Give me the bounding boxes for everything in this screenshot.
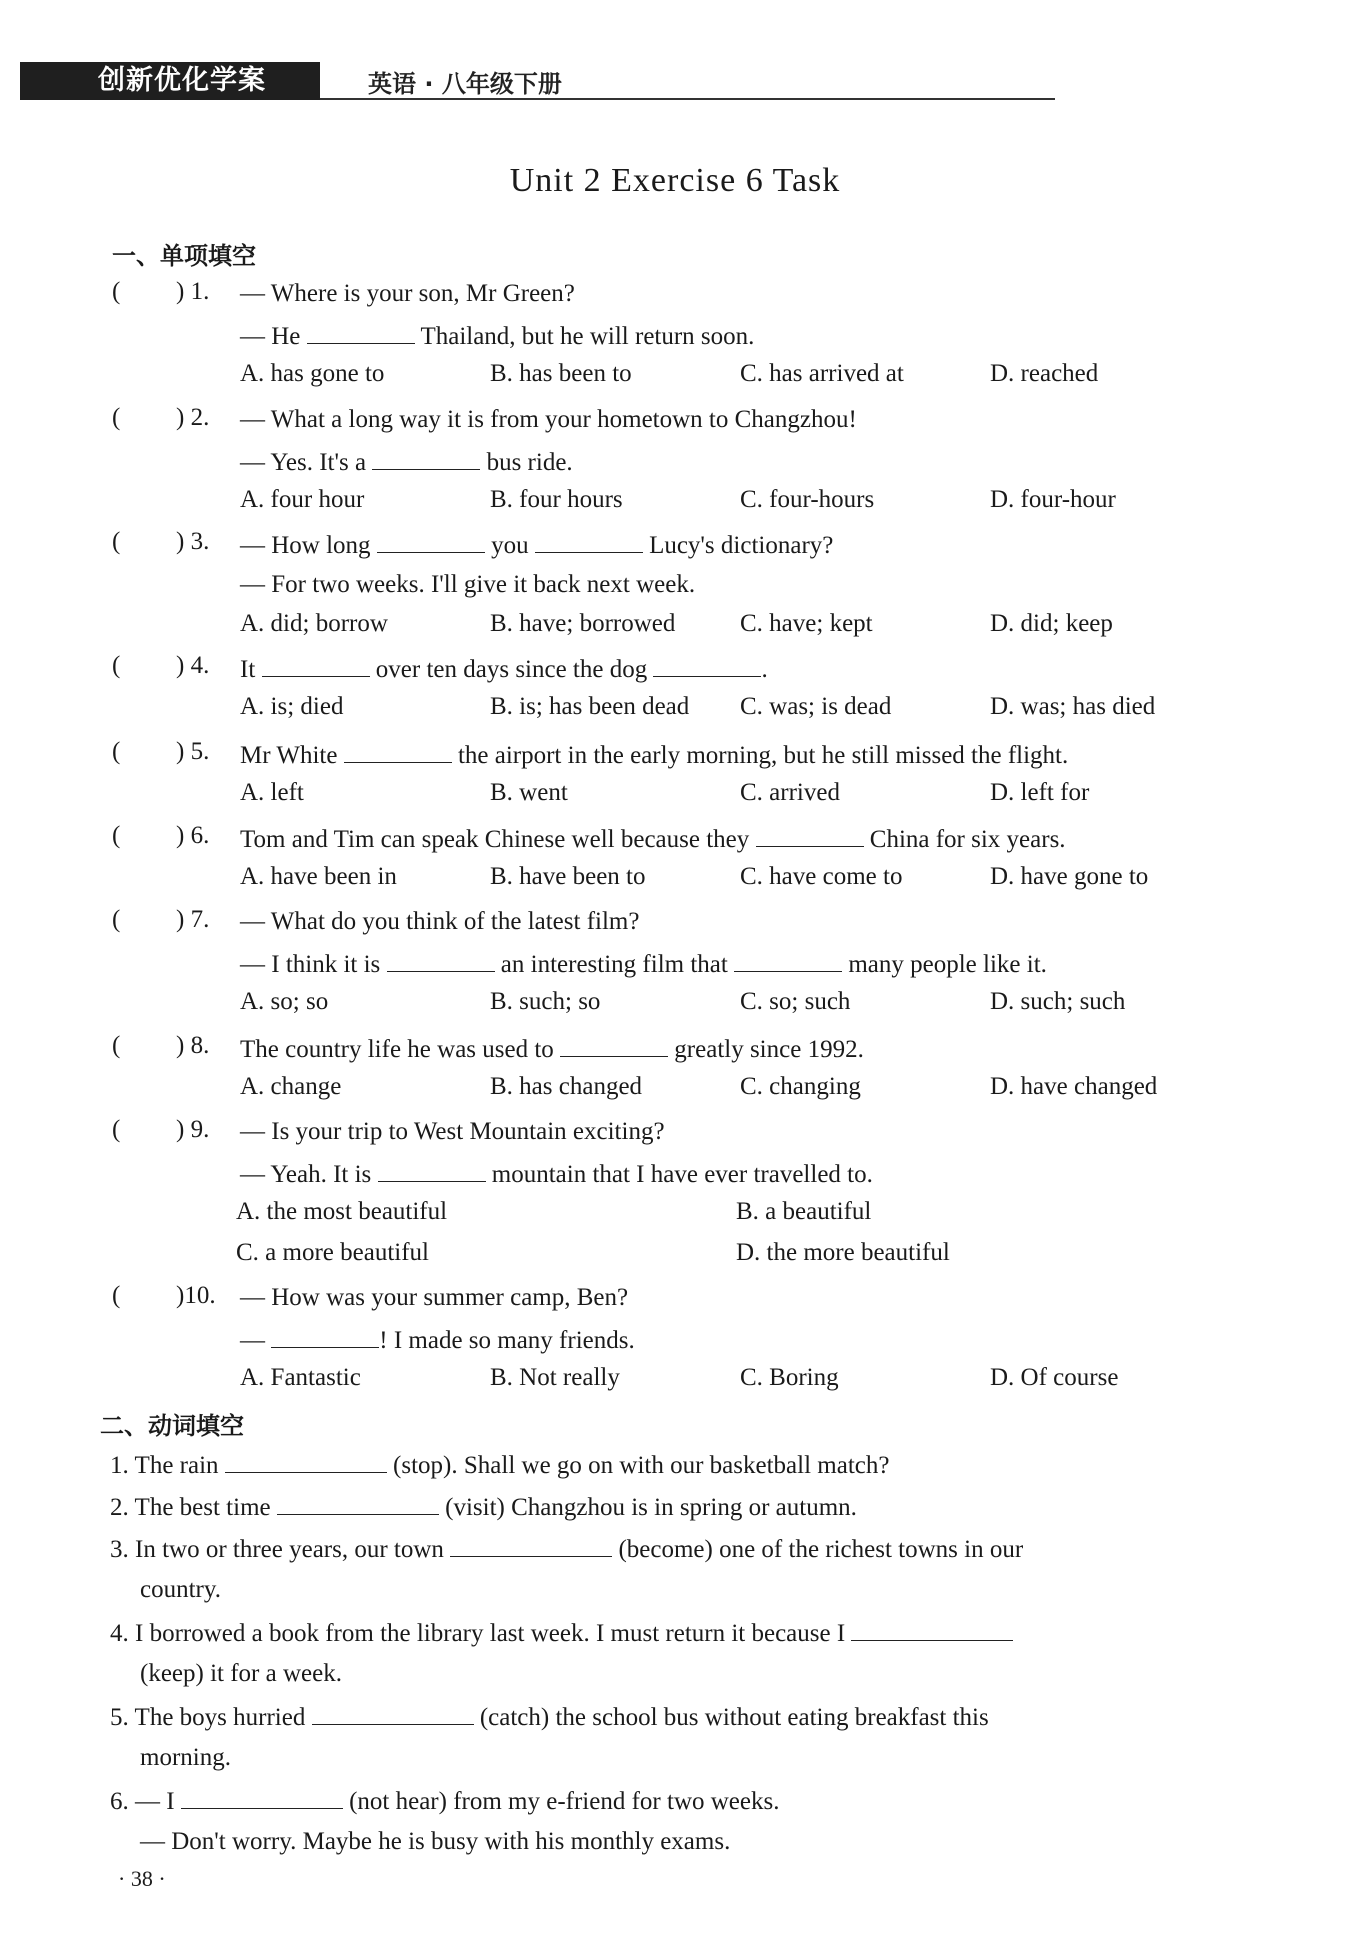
answer-paren-open: ( <box>112 404 121 431</box>
option-d[interactable]: D. Of course <box>990 1364 1119 1391</box>
text-segment: Tom and Tim can speak Chinese well because they <box>240 826 756 853</box>
text-segment: (visit) Changzhou is in spring or autumn. <box>438 1494 857 1521</box>
option-b[interactable]: B. have been to <box>490 863 646 890</box>
answer-paren-open: ( <box>112 906 121 933</box>
option-a[interactable]: A. the most beautiful <box>236 1198 448 1225</box>
option-d[interactable]: D. four-hour <box>990 486 1116 513</box>
option-b[interactable]: B. is; has been dead <box>490 693 690 720</box>
question-number: ) 2. <box>176 404 210 431</box>
fill-line <box>140 1574 221 1606</box>
option-a[interactable]: A. left <box>240 779 304 806</box>
question-number: ) 7. <box>176 906 210 933</box>
text-segment: (become) one of the richest towns in our <box>612 1536 1024 1563</box>
answer-blank[interactable] <box>387 947 495 972</box>
text-segment: bus ride. <box>480 449 573 476</box>
option-a[interactable]: A. four hour <box>240 486 365 513</box>
answer-blank[interactable] <box>756 822 864 847</box>
text-segment: 1. The rain <box>110 1452 225 1479</box>
question-line: — Where is your son, Mr Green? <box>240 280 575 307</box>
question-line <box>240 738 1068 772</box>
option-d[interactable]: D. have gone to <box>990 863 1149 890</box>
text-segment: The country life he was used to <box>240 1036 561 1063</box>
text-segment: — Yeah. It is <box>240 1161 378 1188</box>
text-segment: — Don't worry. Maybe he is busy with his monthly exams. <box>140 1828 731 1855</box>
option-d[interactable]: D. have changed <box>990 1073 1158 1100</box>
question-number: ) 3. <box>176 528 210 555</box>
text-segment: morning. <box>140 1744 231 1771</box>
fill-line <box>110 1784 779 1818</box>
fill-line <box>110 1448 889 1482</box>
option-b[interactable]: B. have; borrowed <box>490 610 676 637</box>
question-number: ) 4. <box>176 652 210 679</box>
question-line <box>240 1032 864 1066</box>
answer-blank[interactable] <box>535 528 643 553</box>
answer-blank[interactable] <box>181 1784 343 1809</box>
option-a[interactable]: A. Fantastic <box>240 1364 361 1391</box>
option-c[interactable]: C. have; kept <box>740 610 873 637</box>
text-segment: — Yes. It's a <box>240 449 373 476</box>
answer-blank[interactable] <box>653 652 761 677</box>
option-c[interactable]: C. changing <box>740 1073 861 1100</box>
option-b[interactable]: B. has been to <box>490 360 632 387</box>
text-segment: Thailand, but he will return soon. <box>414 323 755 350</box>
text-segment: — I think it is <box>240 951 387 978</box>
option-c[interactable]: C. a more beautiful <box>236 1239 429 1266</box>
page-number: · 38 · <box>118 1866 166 1891</box>
text-segment: — How long <box>240 532 377 559</box>
option-a[interactable]: A. did; borrow <box>240 610 388 637</box>
answer-blank[interactable] <box>378 1157 486 1182</box>
option-c[interactable]: C. so; such <box>740 988 851 1015</box>
fill-line <box>140 1826 730 1858</box>
option-b[interactable]: B. four hours <box>490 486 623 513</box>
option-c[interactable]: C. has arrived at <box>740 360 904 387</box>
answer-blank[interactable] <box>225 1448 387 1473</box>
option-d[interactable]: D. such; such <box>990 988 1126 1015</box>
question-line: — What a long way it is from your hometown to Changzhou! <box>240 406 857 433</box>
question-number: ) 5. <box>176 738 210 765</box>
option-c[interactable]: C. Boring <box>740 1364 839 1391</box>
text-segment: over ten days since the dog <box>369 656 654 683</box>
text-segment: (catch) the school bus without eating breakfast this <box>473 1704 989 1731</box>
text-segment: — <box>240 1327 272 1354</box>
text-segment: Lucy's dictionary? <box>642 532 834 559</box>
answer-blank[interactable] <box>560 1032 668 1057</box>
option-c[interactable]: C. four-hours <box>740 486 875 513</box>
answer-paren-open: ( <box>112 822 121 849</box>
page-title: Unit 2 Exercise 6 Task <box>509 162 841 199</box>
answer-blank[interactable] <box>851 1616 1013 1641</box>
text-segment: Mr White <box>240 742 344 769</box>
answer-blank[interactable] <box>307 319 415 344</box>
text-segment: 2. The best time <box>110 1494 277 1521</box>
question-line <box>240 1323 635 1357</box>
option-c[interactable]: C. was; is dead <box>740 693 892 720</box>
answer-paren-open: ( <box>112 1282 121 1309</box>
option-d[interactable]: D. reached <box>990 360 1099 387</box>
text-segment: . <box>761 656 768 683</box>
question-line <box>240 1157 873 1191</box>
answer-paren-open: ( <box>112 528 121 555</box>
answer-paren-open: ( <box>112 652 121 679</box>
question-number: ) 1. <box>176 278 210 305</box>
question-number: )10. <box>176 1282 216 1309</box>
fill-line <box>140 1658 342 1690</box>
question-number: ) 6. <box>176 822 210 849</box>
answer-blank[interactable] <box>312 1700 474 1725</box>
header-brand: 创新优化学案 <box>20 62 320 100</box>
option-d[interactable]: D. left for <box>990 779 1090 806</box>
text-segment: (stop). Shall we go on with our basketball match? <box>386 1452 890 1479</box>
option-a[interactable]: A. has gone to <box>240 360 385 387</box>
question-number: ) 8. <box>176 1032 210 1059</box>
text-segment: It <box>240 656 262 683</box>
option-d[interactable]: D. the more beautiful <box>736 1239 950 1266</box>
answer-blank[interactable] <box>262 652 370 677</box>
question-line <box>240 445 573 479</box>
fill-line <box>110 1532 1023 1566</box>
text-segment: an interesting film that <box>494 951 735 978</box>
text-segment: 3. In two or three years, our town <box>110 1536 451 1563</box>
text-segment: you <box>484 532 535 559</box>
option-c[interactable]: C. have come to <box>740 863 903 890</box>
text-segment: many people like it. <box>842 951 1047 978</box>
fill-line <box>140 1742 231 1774</box>
question-number: ) 9. <box>176 1116 210 1143</box>
text-segment: mountain that I have ever travelled to. <box>485 1161 873 1188</box>
answer-paren-open: ( <box>112 1032 121 1059</box>
text-segment: China for six years. <box>863 826 1066 853</box>
section-heading-multiple-choice: 一、单项填空 <box>112 242 256 270</box>
question-line <box>240 528 833 562</box>
text-segment: 4. I borrowed a book from the library last week. I must return it because I <box>110 1620 852 1647</box>
text-segment: the airport in the early morning, but he still missed the flight. <box>451 742 1069 769</box>
option-b[interactable]: B. such; so <box>490 988 601 1015</box>
question-line: — For two weeks. I'll give it back next week. <box>240 571 696 598</box>
question-line: — What do you think of the latest film? <box>240 908 640 935</box>
question-line <box>240 947 1047 981</box>
text-segment: greatly since 1992. <box>668 1036 864 1063</box>
option-a[interactable]: A. is; died <box>240 693 344 720</box>
option-a[interactable]: A. change <box>240 1073 342 1100</box>
answer-blank[interactable] <box>271 1323 379 1348</box>
fill-line <box>110 1616 1013 1650</box>
option-d[interactable]: D. did; keep <box>990 610 1113 637</box>
option-b[interactable]: B. went <box>490 779 568 806</box>
answer-blank[interactable] <box>344 738 452 763</box>
text-segment: country. <box>140 1576 221 1603</box>
section-heading-verb-fill: 二、动词填空 <box>100 1412 244 1440</box>
option-d[interactable]: D. was; has died <box>990 693 1156 720</box>
fill-line <box>110 1490 857 1524</box>
text-segment: — He <box>240 323 307 350</box>
question-line: — How was your summer camp, Ben? <box>240 1284 629 1311</box>
text-segment: (keep) it for a week. <box>140 1660 342 1687</box>
answer-blank[interactable] <box>377 528 485 553</box>
question-line <box>240 822 1066 856</box>
question-line <box>240 652 768 686</box>
answer-blank[interactable] <box>277 1490 439 1515</box>
option-b[interactable]: B. Not really <box>490 1364 620 1391</box>
text-segment: (not hear) from my e-friend for two weeks. <box>342 1788 780 1815</box>
option-a[interactable]: A. have been in <box>240 863 397 890</box>
answer-blank[interactable] <box>734 947 842 972</box>
fill-line <box>110 1700 989 1734</box>
option-a[interactable]: A. so; so <box>240 988 329 1015</box>
answer-blank[interactable] <box>372 445 480 470</box>
question-line: — Is your trip to West Mountain exciting? <box>240 1118 665 1145</box>
answer-paren-open: ( <box>112 278 121 305</box>
option-c[interactable]: C. arrived <box>740 779 840 806</box>
option-b[interactable]: B. a beautiful <box>736 1198 872 1225</box>
question-line <box>240 319 754 353</box>
answer-blank[interactable] <box>450 1532 612 1557</box>
option-b[interactable]: B. has changed <box>490 1073 643 1100</box>
answer-paren-open: ( <box>112 1116 121 1143</box>
text-segment: ! I made so many friends. <box>379 1327 635 1354</box>
answer-paren-open: ( <box>112 738 121 765</box>
text-segment: 5. The boys hurried <box>110 1704 312 1731</box>
header-subject: 英语 · 八年级下册 <box>368 70 562 98</box>
text-segment: 6. — I <box>110 1788 181 1815</box>
